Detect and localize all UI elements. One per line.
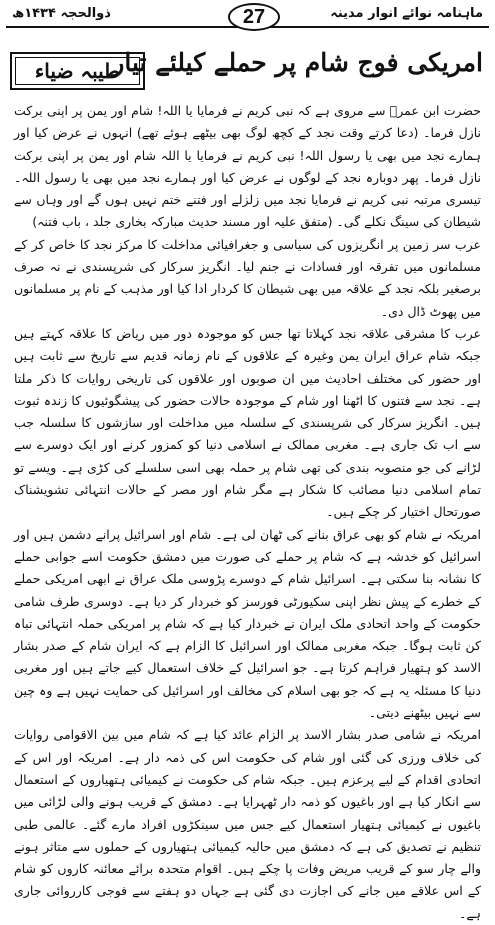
issue-date: ذوالحجہ ۱۴۳۴ھ bbox=[12, 6, 111, 21]
article-title: امریکی فوج شام پر حملے کیلئے تیار bbox=[112, 48, 483, 77]
paragraph-chemical-weapons: امریکہ نے شامی صدر بشار الاسد پر الزام عائد کیا ہے کہ شام میں بین الاقوامی روایات کی خلاف ورزی کی گئی اور شام کی حکومت اس کی ذمہ دار ہے۔ امریکہ اور اس کے اتحادی اقدام کے لیے پرعزم ہیں۔ جبکہ شام کی حکومت نے کیمیائی ہتھیاروں کے استعمال سے انکار کیا ہے اور باغیوں کو ذمہ دار ٹھہرایا ہے۔ دمشق کے قریب ہونے والی لڑائی میں باغیوں نے کیمیائی ہتھیار استعمال کیے جس میں سینکڑوں افراد مارے گئے۔ عالمی طبی تنظیم نے تصدیق کی ہے کہ دمشق میں حالیہ کیمیائی ہتھیاروں کے حملوں سے متاثر ہونے والے چار سو کے قریب مریض وفات پا چکے ہیں۔ اقوام متحدہ برائے معائنہ کاروں کو شام کے اس علاقے میں جانے کی اجازت دی گئی ہے جہاں دو ہفتے سے فوجی کارروائی جاری ہے۔ bbox=[14, 727, 481, 921]
article-heading bbox=[10, 44, 485, 94]
paragraph-najd: عرب کا مشرقی علاقہ نجد کہلاتا تھا جس کو موجودہ دور میں ریاض کا علاقہ کہتے ہیں جبکہ شام عراق ایران یمن وغیرہ کے علاقوں کے نام زمانہ قدیم سے تاریخ سے ثابت ہیں اور حضور کی مختلف احادیث میں ان صوبوں اور علاقوں کی تاریخی روایات کا ذکر ملتا ہے۔ نجد سے فتنوں کا اٹھنا اور شام کے موجودہ حالات حضور کی پیشگوئیوں کا زندہ ثبوت ہیں۔ انگریز سرکار کی شرپسندی کے سلسلہ میں مداخلت اور سازشوں کا سلسلہ جب سے اب تک جاری ہے۔ مغربی ممالک نے اسلامی دنیا کو کمزور کرنے اور ایک دوسرے سے لڑانے کی جو منصوبہ بندی کی تھی شام پر حملہ بھی اسی سلسلے کی کڑی ہے۔ ویسے تو تمام اسلامی دنیا مصائب کا شکار ہے مگر شام اور مصر کے حالات انتہائی تشویشناک صورتحال اختیار کر چکے ہیں۔ bbox=[14, 325, 481, 520]
page-header bbox=[6, 4, 489, 34]
page-number: 27 bbox=[228, 3, 280, 31]
paragraph-interference: عرب سر زمین پر انگریزوں کی سیاسی و جغرافیائی مداخلت کا مرکز نجد کا خاص کر کے مسلمانوں میں تفرقہ اور فسادات نے جنم لیا۔ انگریز سرکار کی شرپسندی نے نہ صرف برصغیر بلکہ نجد کے علاقہ میں بھی شیطان کا کردار ادا کیا اور مذہب کے نام پر مسلمانوں میں پھوٹ ڈال دی۔ bbox=[14, 236, 481, 319]
author-name: طیبہ ضیاء bbox=[34, 59, 121, 83]
magazine-name: ماہنامہ نوائے انوار مدینہ bbox=[330, 6, 483, 21]
paragraph-hadith: حضرت ابن عمرؓ سے مروی ہے کہ نبی کریم نے فرمایا یا اللہ! شام اور یمن پر اپنی برکت نازل فرما۔ (دعا کرتے وقت نجد کے کچھ لوگ بھی بیٹھے ہوئے تھے) انہوں نے عرض کیا اور ہمارے نجد میں بھی یا رسول اللہ! نبی کریم نے فرمایا یا اللہ شام اور یمن پر اپنی برکت نازل فرما۔ پھر دوبارہ نجد کے لوگوں نے عرض کیا اور ہمارے نجد میں بھی یا رسول اللہ۔ تیسری مرتبہ نبی کریم نے فرمایا نجد میں زلزلے اور فتنے ختم نہیں ہوں گے اور وہاں سے شیطان کی سینگ نکلے گی۔ (متفق علیہ اور مسند حدیث مبارکہ بخاری جلد ، باب فتنہ) bbox=[14, 103, 481, 230]
author-box bbox=[10, 52, 145, 90]
paragraph-israel-iran: امریکہ نے شام کو بھی عراق بنانے کی ٹھان لی ہے۔ شام اور اسرائیل پرانے دشمن ہیں اور اسرائیل کو خدشہ ہے کہ شام پر حملے کی صورت میں دمشق حکومت اسے جوابی حملے کا نشانہ بنا سکتی ہے۔ اسرائیل شام کے دوسرے پڑوسی ملک عراق نے ابھی امریکی حملے کے خطرے کے پیش نظر اپنی سکیورٹی فورسز کو خبردار کر دیا ہے۔ دوسری طرف شامی حکومت کے واحد اتحادی ملک ایران نے خبردار کیا ہے کہ شام پر امریکی حملہ انتہائی تباہ کن ثابت ہوگا۔ جبکہ مغربی ممالک اور اسرائیل کا الزام ہے کہ ایران شام کے صدر بشار الاسد کو ہتھیار فراہم کرتا ہے۔ جو اسرائیل کے خلاف استعمال کیے جاتے ہیں اور مغربی دنیا کا مسئلہ یہ ہے کہ جو بھی اسلام کی مخالف اور اسرائیل کی حمایت نہیں ہے وہ چین سے نہیں بیٹھنے دیتی۔ bbox=[14, 526, 481, 721]
article-body bbox=[14, 100, 481, 921]
